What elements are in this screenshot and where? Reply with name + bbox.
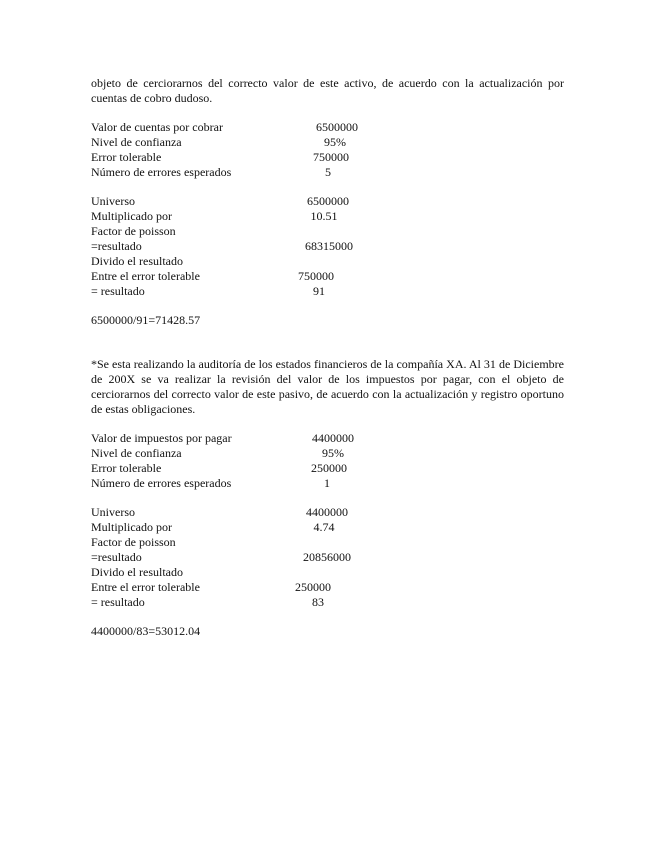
- param-value: 750000: [313, 150, 349, 164]
- calc-row: [91, 595, 564, 610]
- calc-label: Multiplicado por: [91, 520, 172, 534]
- calc-row: [91, 580, 564, 595]
- calc-value: 750000: [298, 269, 334, 283]
- calc-row: [91, 254, 564, 269]
- calc-row: [91, 209, 564, 224]
- calc-row: [91, 239, 564, 254]
- section2-calc: [91, 505, 564, 610]
- calc-row: [91, 535, 564, 550]
- calc-row: [91, 520, 564, 535]
- calc-label: = resultado: [91, 595, 145, 609]
- section2-result: [91, 624, 564, 639]
- param-row: [91, 431, 564, 446]
- param-row: [91, 150, 564, 165]
- calc-label: Universo: [91, 505, 135, 519]
- section2-paragraph: *Se esta realizando la auditoría de los estados financieros de la compañía XA. Al 31 de Diciembre de 200X se va realizar la revisión del valor de los impuestos por pagar, con el objeto de cerciorarnos del correcto valor de este pasivo, de acuerdo con la actualización y registro oportuno de estas obligaciones.: [91, 357, 564, 416]
- calc-label: Entre el error tolerable: [91, 269, 200, 283]
- calc-value: 4400000: [306, 505, 348, 519]
- calc-value: 91: [313, 284, 325, 298]
- param-label: Número de errores esperados: [91, 165, 232, 179]
- calc-row: [91, 284, 564, 299]
- calc-label: Multiplicado por: [91, 209, 172, 223]
- calc-value: 6500000: [307, 194, 349, 208]
- calc-label: Factor de poisson: [91, 224, 176, 238]
- calc-value: 20856000: [303, 550, 351, 564]
- calc-value: 68315000: [305, 239, 353, 253]
- param-row: [91, 461, 564, 476]
- calc-row: [91, 550, 564, 565]
- param-label: Valor de impuestos por pagar: [91, 431, 232, 445]
- intro-paragraph: objeto de cerciorarnos del correcto valor de este activo, de acuerdo con la actualización por cuentas de cobro dudoso.: [91, 76, 564, 105]
- calc-value: 4.74: [313, 520, 335, 534]
- param-value: 95%: [324, 135, 346, 149]
- calc-label: =resultado: [91, 239, 142, 253]
- calc-row: [91, 194, 564, 209]
- param-label: Nivel de confianza: [91, 135, 182, 149]
- calc-row: [91, 269, 564, 284]
- section1-calc: [91, 194, 564, 299]
- calc-label: Divido el resultado: [91, 254, 183, 268]
- calc-label: Divido el resultado: [91, 565, 183, 579]
- section1-params: [91, 120, 564, 180]
- param-row: [91, 165, 564, 180]
- param-value: 1: [324, 476, 330, 490]
- param-value: 95%: [322, 446, 344, 460]
- result-text: 4400000/83=53012.04: [91, 624, 201, 638]
- param-label: Valor de cuentas por cobrar: [91, 120, 223, 134]
- param-row: [91, 120, 564, 135]
- result-text: 6500000/91=71428.57: [91, 313, 201, 327]
- calc-value: 10.51: [310, 209, 338, 223]
- document-page: [91, 76, 564, 639]
- param-label: Error tolerable: [91, 461, 162, 475]
- param-value: 4400000: [312, 431, 354, 445]
- calc-value: 83: [312, 595, 324, 609]
- param-label: Nivel de confianza: [91, 446, 182, 460]
- param-value: 6500000: [316, 120, 358, 134]
- calc-label: =resultado: [91, 550, 142, 564]
- calc-row: [91, 224, 564, 239]
- calc-label: Entre el error tolerable: [91, 580, 200, 594]
- calc-label: Factor de poisson: [91, 535, 176, 549]
- section2-params: [91, 431, 564, 491]
- param-row: [91, 135, 564, 150]
- section1-result: [91, 313, 564, 328]
- calc-label: = resultado: [91, 284, 145, 298]
- param-row: [91, 446, 564, 461]
- calc-value: 250000: [295, 580, 331, 594]
- param-value: 5: [325, 165, 331, 179]
- param-label: Número de errores esperados: [91, 476, 232, 490]
- param-value: 250000: [311, 461, 347, 475]
- calc-label: Universo: [91, 194, 135, 208]
- param-row: [91, 476, 564, 491]
- calc-row: [91, 565, 564, 580]
- calc-row: [91, 505, 564, 520]
- param-label: Error tolerable: [91, 150, 162, 164]
